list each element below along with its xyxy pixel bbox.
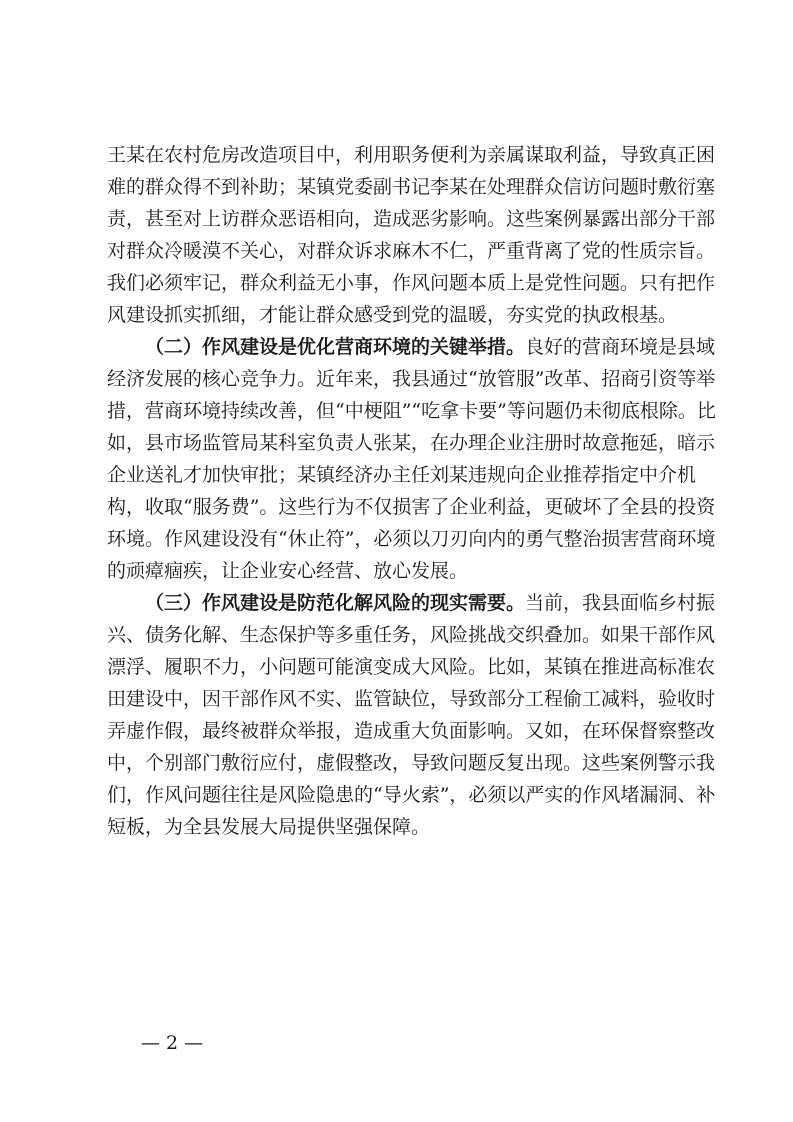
text-line: 我们必须牢记，群众利益无小事，作风问题本质上是党性问题。只有把作 bbox=[107, 272, 716, 294]
text-line: 如，县市场监管局某科室负责人张某，在办理企业注册时故意拖延，暗示 bbox=[107, 432, 716, 454]
text-line: 漂浮、履职不力，小问题可能演变成大风险。比如，某镇在推进高标准农 bbox=[107, 656, 716, 678]
text-line: 责，甚至对上访群众恶语相向，造成恶劣影响。这些案例暴露出部分干部 bbox=[107, 208, 716, 230]
paragraph-3 bbox=[107, 587, 716, 843]
text-line: 短板，为全县发展大局提供坚强保障。 bbox=[107, 816, 431, 838]
text-line bbox=[107, 587, 716, 619]
text-line: 王某在农村危房改造项目中，利用职务便利为亲属谋取利益，导致真正困 bbox=[107, 144, 716, 166]
document-body bbox=[107, 139, 716, 843]
text-line: 们，作风问题往往是风险隐患的“导火索”，必须以严实的作风堵漏洞、补 bbox=[107, 784, 716, 806]
text-line: 难的群众得不到补助；某镇党委副书记李某在处理群众信访问题时敷衍塞 bbox=[107, 176, 716, 198]
text-line: 风建设抓实抓细，才能让群众感受到党的温暖，夯实党的执政根基。 bbox=[107, 304, 678, 326]
text-line: 弄虚作假，最终被群众举报，造成重大负面影响。又如，在环保督察整改 bbox=[107, 720, 716, 742]
paragraph-2 bbox=[107, 331, 716, 587]
text-line: 经济发展的核心竞争力。近年来，我县通过“放管服”改革、招商引资等举 bbox=[107, 368, 716, 390]
text-line: 中，个别部门敷衍应付，虚假整改，导致问题反复出现。这些案例警示我 bbox=[107, 752, 716, 774]
text-line: 田建设中，因干部作风不实、监管缺位，导致部分工程偷工减料，验收时 bbox=[107, 688, 716, 710]
text-line: 兴、债务化解、生态保护等多重任务，风险挑战交织叠加。如果干部作风 bbox=[107, 624, 716, 646]
page-number: — 2 — bbox=[141, 1032, 204, 1054]
text-line: 措，营商环境持续改善，但“中梗阻”“吃拿卡要”等问题仍未彻底根除。比 bbox=[107, 400, 716, 422]
text-line: 构，收取“服务费”。这些行为不仅损害了企业利益，更破坏了全县的投资 bbox=[107, 496, 716, 518]
text-line bbox=[107, 331, 716, 363]
text-span: 良好的营商环境是县域 bbox=[525, 336, 716, 358]
paragraph-1 bbox=[107, 139, 716, 331]
section-heading: （二）作风建设是优化营商环境的关键举措。 bbox=[145, 336, 526, 358]
text-line: 的顽瘴痼疾，让企业安心经营、放心发展。 bbox=[107, 560, 469, 582]
text-line: 对群众冷暖漠不关心，对群众诉求麻木不仁，严重背离了党的性质宗旨。 bbox=[107, 240, 716, 262]
text-span: 当前，我县面临乡村振 bbox=[525, 592, 716, 614]
text-line: 企业送礼才加快审批；某镇经济办主任刘某违规向企业推荐指定中介机 bbox=[107, 464, 697, 486]
text-line: 环境。作风建设没有“休止符”，必须以刀刃向内的勇气整治损害营商环境 bbox=[107, 528, 716, 550]
section-heading: （三）作风建设是防范化解风险的现实需要。 bbox=[145, 592, 526, 614]
